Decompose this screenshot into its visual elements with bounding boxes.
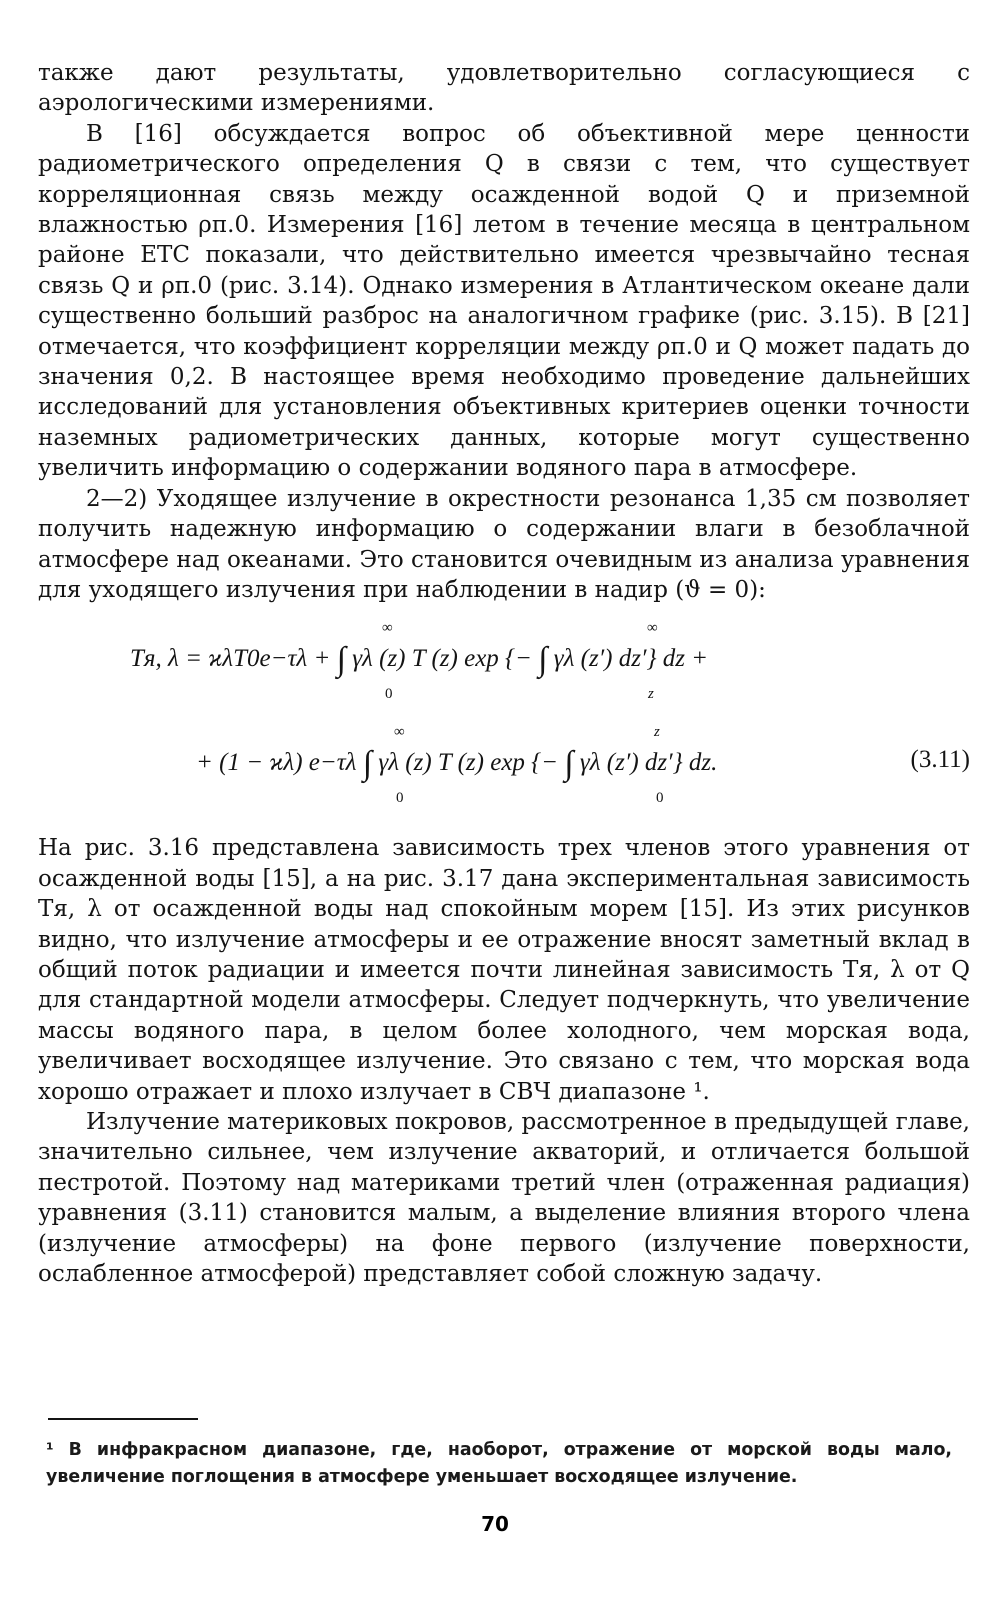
equation-line2-term3: γλ (z′) dz′} dz. — [579, 749, 718, 777]
footnote-divider — [48, 1418, 198, 1420]
equation-line2-term2: γλ (z) T (z) exp {− — [378, 749, 559, 777]
integral2-lower-limit: z — [648, 686, 654, 703]
equation-number: (3.11) — [910, 746, 970, 774]
equation-line1-term1: Tя, λ = ϰλT0e−τλ + — [130, 645, 331, 673]
footnote: ¹ В инфракрасном диапазоне, где, наоборот, отражение от морской воды мало, увеличение поглощения в атмосфере уменьшает восходящее излучение. — [46, 1440, 952, 1487]
integral-sign: ∫ — [564, 745, 574, 783]
equation-3-11 — [38, 605, 970, 833]
paragraph-land-cover: Излучение материковых покровов, рассмотренное в предыдущей главе, значительно сильнее, чем излучение акваторий, и отличается большой пестротой. Поэтому над материками третий член (отраженная радиация) уравнения (3.11) становится малым, а выделение влияния второго члена (излучение атмосферы) на фоне первого (излучение поверхности, ослабленное атмосферой) представляет собой сложную задачу. — [38, 1108, 970, 1287]
equation-line1-term2: γλ (z) T (z) exp {− — [352, 645, 532, 673]
equation-line1-term3: γλ (z′) dz′} dz + — [553, 645, 709, 673]
page-number: 70 — [481, 1512, 509, 1536]
paragraph-radiometric-q: В [16] обсуждается вопрос об объективной мере ценности радиометрического определения Q в связи с тем, что существует корреляционная связь между осажденной водой Q и приземной влажностью ρп.0. Измерения [16] летом в течение месяца в центральном районе ЕТС показали, что действительно имеется чрезвычайно тесная связь Q и ρп.0 (рис. 3.14). Однако измерения в Атлантическом океане дали существенно больший разброс на аналогичном графике (рис. 3.15). В [21] отмечается, что коэффициент корреляции между ρп.0 и Q может падать до значения 0,2. В настоящее время необходимо проведение дальнейших исследований для установления объективных критериев оценки точности наземных радиометрических данных, которые могут существенно увеличить информацию о содержании водяного пара в атмосфере. — [38, 120, 970, 482]
paragraph-continuation: также дают результаты, удовлетворительно согласующиеся с аэрологическими измерениями. — [38, 60, 970, 117]
integral-sign: ∫ — [362, 745, 373, 783]
integral4-upper-limit: z — [654, 724, 660, 741]
integral-sign: ∫ — [336, 641, 346, 679]
integral2-upper-limit: ∞ — [647, 620, 658, 637]
integral-sign: ∫ — [538, 641, 548, 679]
equation-line-1 — [130, 641, 709, 679]
paragraph-outgoing-radiation: 2—2) Уходящее излучение в окрестности резонанса 1,35 см позволяет получить надежную информацию о содержании влаги в безоблачной атмосфере над океанами. Это становится очевидным из анализа уравнения для уходящего излучения при наблюдении в надир (ϑ = 0): — [38, 485, 970, 603]
equation-line-2 — [196, 745, 718, 783]
integral1-upper-limit: ∞ — [382, 620, 393, 637]
paragraph-figures-3-16-3-17: На рис. 3.16 представлена зависимость трех членов этого уравнения от осажденной воды [15], а на рис. 3.17 дана экспериментальная зависимость Tя, λ от осажденной воды над спокойным морем [15]. Из этих рисунков видно, что излучение атмосферы и ее отражение вносят заметный вклад в общий поток радиации и имеется почти линейная зависимость Tя, λ от Q для стандартной модели атмосферы. Следует подчеркнуть, что увеличение массы водяного пара, в целом более холодного, чем морская вода, увеличивает восходящее излучение. Это связано с тем, что морская вода хорошо отражает и плохо излучает в СВЧ диапазоне ¹. — [38, 835, 970, 1105]
integral4-lower-limit: 0 — [656, 790, 664, 807]
integral3-upper-limit: ∞ — [394, 724, 405, 741]
equation-line2-term1: + (1 − ϰλ) e−τλ — [196, 749, 357, 777]
integral1-lower-limit: 0 — [385, 686, 393, 703]
page-body — [38, 58, 970, 1289]
integral3-lower-limit: 0 — [396, 790, 404, 807]
